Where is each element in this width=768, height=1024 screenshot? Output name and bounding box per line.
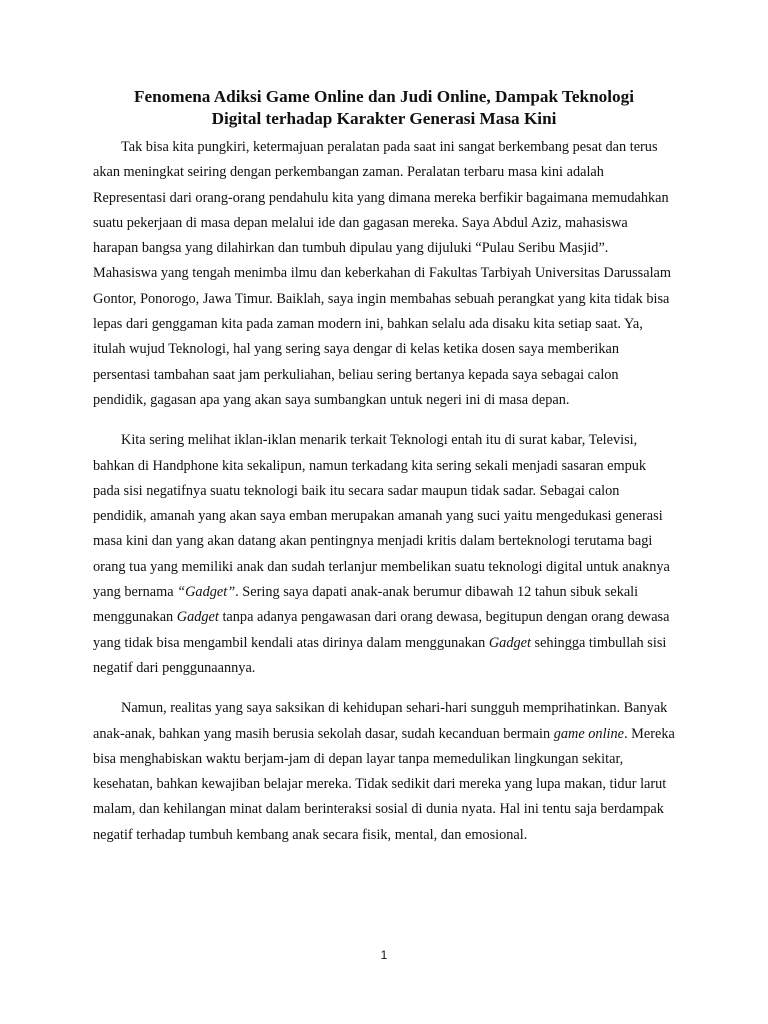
paragraph-1 bbox=[93, 135, 675, 413]
paragraph-2-italic-gadget-quoted: “Gadget” bbox=[177, 584, 236, 601]
page-number: 1 bbox=[380, 948, 388, 962]
title-line-2: Digital terhadap Karakter Generasi Masa Kini bbox=[211, 109, 557, 128]
paragraph-3-part-1: Namun, realitas yang saya saksikan di kehidupan sehari-hari sungguh memprihatinkan. Banyak anak-anak, bahkan yang masih berusia sekolah dasar, sudah kecanduan bermain bbox=[93, 700, 668, 742]
title-line-1: Fenomena Adiksi Game Online dan Judi Online, Dampak Teknologi bbox=[134, 87, 634, 106]
document-title bbox=[93, 86, 675, 130]
paragraph-3-italic-game-online: game online bbox=[553, 725, 625, 742]
paragraph-2-part-4: sehingga timbullah sisi negatif dari penggunaannya. bbox=[93, 634, 667, 676]
paragraph-2-italic-gadget-2: Gadget bbox=[488, 634, 531, 651]
paragraph-1-text: Tak bisa kita pungkiri, ketermajuan peralatan pada saat ini sangat berkembang pesat dan terus akan meningkat seiring dengan perkembangan zaman. Peralatan terbaru masa kini adalah Representasi dari orang-orang pendahulu kita yang dimana mereka berfikir bagaimana memudahkan suatu pekerjaan di masa depan melalui ide dan gagasan mereka. Saya Abdul Aziz, mahasiswa harapan bangsa yang dilahirkan dan tumbuh dipulau yang dijuluki “Pulau Seribu Masjid”. Mahasiswa yang tengah menimba ilmu dan keberkahan di Fakultas Tarbiyah Universitas Darussalam Gontor, Ponorogo, Jawa Timur. Baiklah, saya ingin membahas sebuah perangkat yang kita tidak bisa lepas dari genggaman kita pada zaman modern ini, bahkan selalu ada disaku kita setiap saat. Ya, itulah wujud Teknologi, hal yang sering saya dengar di kelas ketika dosen saya memberikan persentasi tambahan saat jam perkuliahan, beliau sering bertanya kepada saya sebagai calon pendidik, gagasan apa yang akan saya sumbangkan untuk negeri ini di masa depan. bbox=[93, 139, 672, 408]
paragraph-3 bbox=[93, 696, 675, 848]
paragraph-2-part-1: Kita sering melihat iklan-iklan menarik terkait Teknologi entah itu di surat kabar, Televisi, bahkan di Handphone kita sekalipun, namun terkadang kita sering sekali menjadi sasaran empuk pada sisi negatifnya suatu teknologi baik itu secara sadar maupun tidak sadar. Sebagai calon pendidik, amanah yang akan saya emban merupakan amanah yang suci yaitu mengedukasi generasi masa kini dan yang akan datang akan pentingnya menjadi kritis dalam berteknologi terutama bagi orang tua yang memiliki anak dan sudah terlanjur membelikan suatu teknologi digital untuk anaknya yang bernama bbox=[93, 432, 670, 601]
paragraph-3-part-2: . Mereka bisa menghabiskan waktu berjam-jam di depan layar tanpa memedulikan lingkungan sekitar, kesehatan, bahkan kewajiban belajar mereka. Tidak sedikit dari mereka yang lupa makan, tidur larut malam, dan kehilangan minat dalam berinteraksi sosial di dunia nyata. Hal ini tentu saja berdampak negatif terhadap tumbuh kembang anak secara fisik, mental, dan emosional. bbox=[93, 725, 675, 843]
paragraph-2 bbox=[93, 428, 675, 681]
page-content bbox=[93, 86, 675, 863]
paragraph-2-italic-gadget: Gadget bbox=[176, 609, 219, 626]
paragraph-2-part-2: . Sering saya dapati anak-anak berumur dibawah 12 tahun sibuk sekali menggunakan bbox=[93, 584, 639, 626]
paragraph-2-part-3: tanpa adanya pengawasan dari orang dewasa, begitupun dengan orang dewasa yang tidak bisa mengambil kendali atas dirinya dalam menggunakan bbox=[93, 609, 670, 651]
